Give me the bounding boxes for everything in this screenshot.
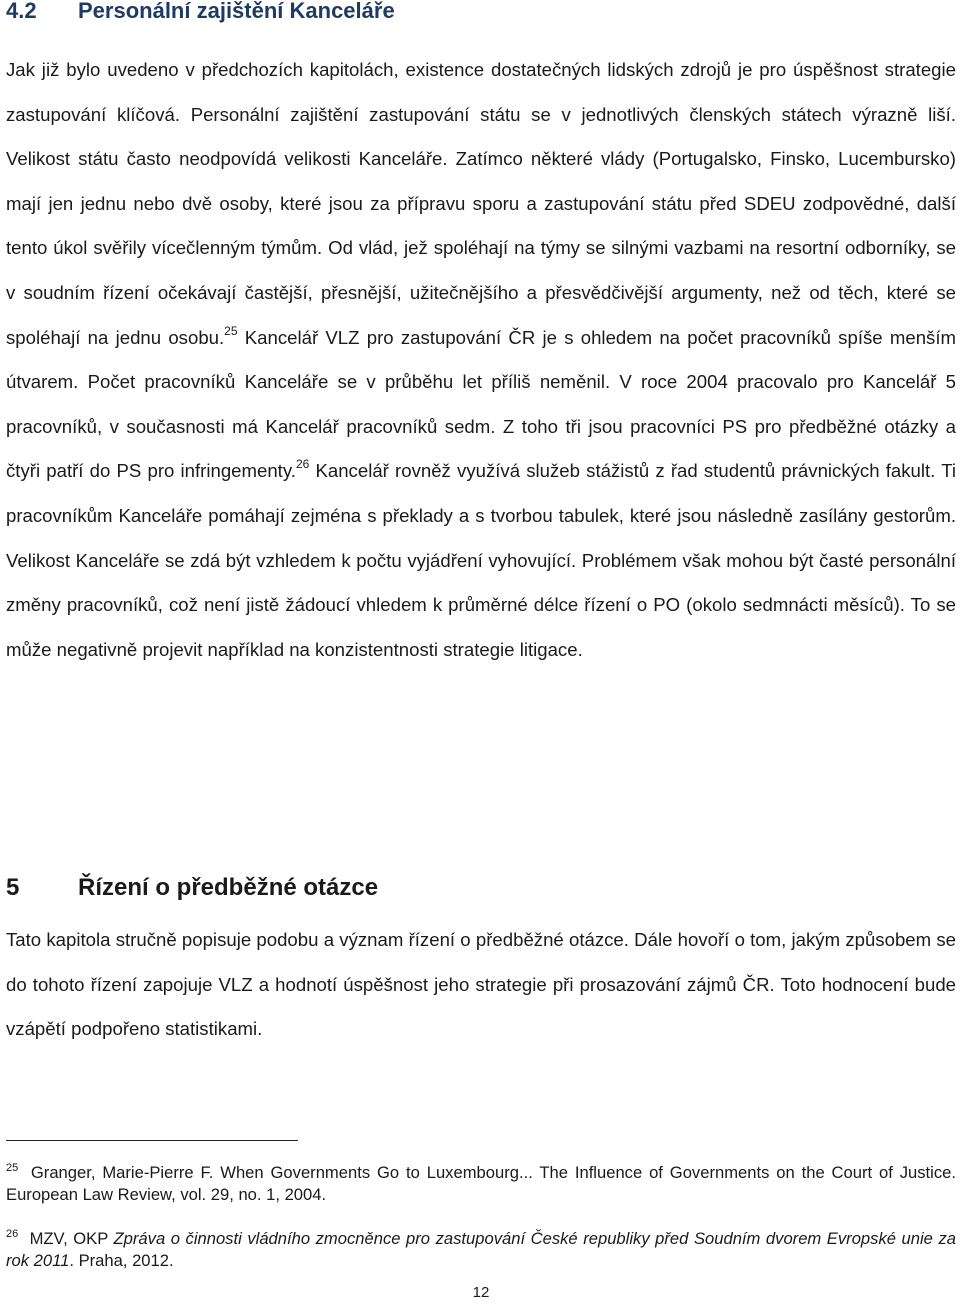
footnote-ref-26[interactable]: 26 — [295, 457, 310, 472]
footnote-25-text: Granger, Marie-Pierre F. When Governments Go to Luxembourg... The Influence of Governments on the Court of Justice. European Law Review, vol. 29, no. 1, 2004. — [6, 1163, 956, 1204]
footnote-26-title: Zpráva o činnosti vládního zmocněnce pro zastupování České republiky před Soudním dvorem Evropské unie za rok 2011 — [6, 1229, 956, 1270]
footnote-26-prefix: MZV, OKP — [29, 1229, 114, 1248]
section-number: 4.2 — [6, 0, 37, 23]
body-paragraph-2: Tato kapitola stručně popisuje podobu a význam řízení o předběžné otázce. Dále hovoří o tom, jakým způsobem se do tohoto řízení zapojuje VLZ a hodnotí úspěšnost jeho strategie při prosazování zájmů ČR. Toto hodnocení bude vzápětí podpořeno statistikami. — [6, 929, 956, 1040]
body-paragraph-1 — [6, 48, 956, 672]
paragraph-1-text-c: Kancelář rovněž využívá služeb stážistů z řad studentů právnických fakult. Ti pracovníkům Kanceláře pomáhají zejména s překlady a s tvorbou tabulek, které jsou následně zasílány gestorům. Velikost Kanceláře se zdá být vzhledem k počtu vyjádření vyhovující. Problémem však mohou být časté personální změny pracovníků, což není jistě žádoucí vhledem k průměrné délce řízení o PO (okolo sedmnácti měsíců). To se může negativně projevit například na konzistentnosti strategie litigace. — [6, 460, 956, 660]
chapter-heading — [6, 874, 378, 902]
chapter-title: Řízení o předběžné otázce — [78, 874, 379, 901]
footnote-26-suffix: . Praha, 2012. — [69, 1251, 174, 1270]
footnote-25: 25 Granger, Marie-Pierre F. When Governments Go to Luxembourg... The Influence of Governments on the Court of Justice. European Law Review, vol. 29, no. 1, 2004. — [6, 1162, 956, 1204]
footnote-ref-25[interactable]: 25 — [224, 323, 238, 338]
footnote-26: 26 MZV, OKP Zpráva o činnosti vládního zmocněnce pro zastupování České republiky před Soudním dvorem Evropské unie za rok 2011. Praha, 2012. — [6, 1228, 956, 1270]
paragraph-1-text-a: Jak již bylo uvedeno v předchozích kapitolách, existence dostatečných lidských zdrojů je pro úspěšnost strategie zastupování klíčová. Personální zajištění zastupování státu se v jednotlivých členských státech výrazně liší. Velikost státu často neodpovídá velikosti Kanceláře. Zatímco některé vlády (Portugalsko, Finsko, Lucembursko) mají jen jednu nebo dvě osoby, které jsou za přípravu sporu a zastupování státu před SDEU zodpovědné, další tento úkol svěřily vícečlenným týmům. Od vlád, jež spoléhají na týmy se silnými vazbami na resortní odborníky, se v soudním řízení očekávají častější, přesnější, užitečnějšího a přesvědčivější argumenty, než od těch, které se spoléhají na jednu osobu. — [6, 59, 956, 348]
page-number: 12 — [472, 1284, 490, 1301]
chapter-number: 5 — [6, 874, 20, 901]
footnote-separator — [6, 1140, 298, 1141]
paragraph-1-text-b: Kancelář VLZ pro zastupování ČR je s ohledem na počet pracovníků spíše menším útvarem. Počet pracovníků Kanceláře se v průběhu let příliš neměnil. V roce 2004 pracovalo pro Kancelář 5 pracovníků, v současnosti má Kancelář pracovníků sedm. Z toho tři jsou pracovníci PS pro předběžné otázky a čtyři patří do PS pro infringementy. — [6, 326, 956, 482]
section-title: Personální zajištění Kanceláře — [78, 0, 395, 23]
section-heading — [6, 0, 395, 24]
